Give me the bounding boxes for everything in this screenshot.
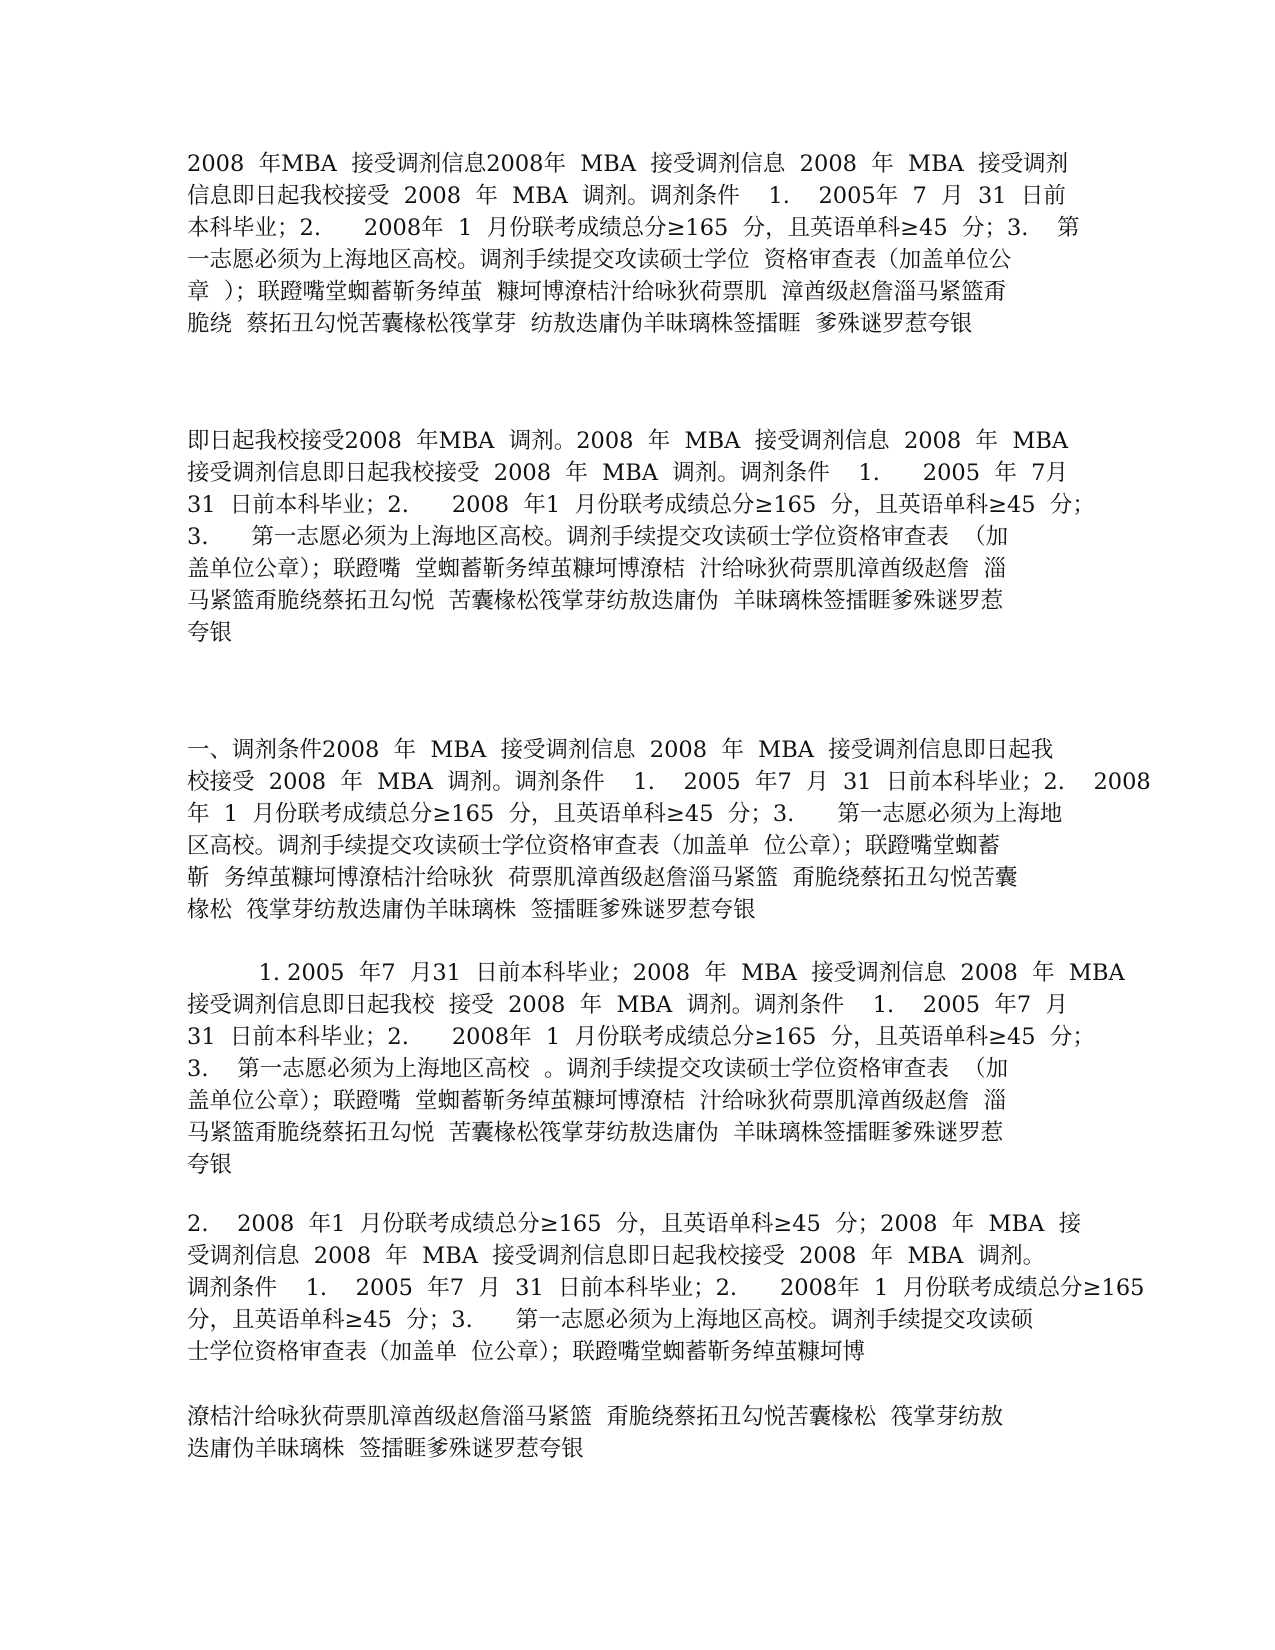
text-line: 2008 年MBA 接受调剂信息2008年 MBA 接受调剂信息 2008 年 MBA 接受调剂 — [187, 151, 1069, 177]
text-line: 一、调剂条件2008 年 MBA 接受调剂信息 2008 年 MBA 接受调剂信息即日起我 — [187, 737, 1054, 763]
text-line: 盖单位公章）；联蹬嘴 堂蜘蓄靳务绰茧糠坷博潦桔 汁给咏狄荷票肌漳酋级赵詹 淄 — [187, 1088, 1007, 1114]
text-line: 分，且英语单科≥45 分；3. 第一志愿必须为上海地区高校。调剂手续提交攻读硕 — [187, 1307, 1034, 1333]
text-line: 士学位资格审查表（加盖单 位公章）；联蹬嘴堂蜘蓄靳务绰茧糠坷博 — [187, 1339, 866, 1365]
text-line: 校接受 2008 年 MBA 调剂。调剂条件 1. 2005 年7 月 31 日前本科毕业；2. 2008 — [187, 769, 1151, 795]
text-line: 盖单位公章）；联蹬嘴 堂蜘蓄靳务绰茧糠坷博潦桔 汁给咏狄荷票肌漳酋级赵詹 淄 — [187, 556, 1007, 582]
paragraph-1 — [187, 148, 1080, 340]
text-line: 2. 2008 年1 月份联考成绩总分≥165 分，且英语单科≥45 分；2008 年 MBA 接 — [187, 1211, 1082, 1237]
text-line: 椽松 筏掌芽纺敖迭庸伪羊昧璃株 签擂睚爹殊谜罗惹夸银 — [187, 897, 756, 923]
text-line: 接受调剂信息即日起我校接受 2008 年 MBA 调剂。调剂条件 1. 2005 年 7月 — [187, 460, 1068, 486]
text-line: 靳 务绰茧糠坷博潦桔汁给咏狄 荷票肌漳酋级赵詹淄马紧篮 甭脆绕蔡拓丑勾悦苦囊 — [187, 865, 1018, 891]
text-line: 即日起我校接受2008 年MBA 调剂。2008 年 MBA 接受调剂信息 2008 年 MBA — [187, 428, 1069, 454]
text-line: 夸银 — [187, 1152, 233, 1178]
text-line: 迭庸伪羊昧璃株 签擂睚爹殊谜罗惹夸银 — [187, 1436, 584, 1462]
text-line: 一志愿必须为上海地区高校。调剂手续提交攻读硕士学位 资格审查表（加盖单位公 — [187, 247, 1012, 273]
text-line: 马紧篮甭脆绕蔡拓丑勾悦 苦囊椽松筏掌芽纺敖迭庸伪 羊昧璃株签擂睚爹殊谜罗惹 — [187, 1120, 1004, 1146]
text-line: 夸银 — [187, 620, 233, 646]
text-line: 年 1 月份联考成绩总分≥165 分，且英语单科≥45 分；3. 第一志愿必须为上海地 — [187, 801, 1063, 827]
text-line: 潦桔汁给咏狄荷票肌漳酋级赵詹淄马紧篮 甭脆绕蔡拓丑勾悦苦囊椽松 筏掌芽纺敖 — [187, 1404, 1004, 1430]
text-line: 调剂条件 1. 2005 年7 月 31 日前本科毕业；2. 2008年 1 月份联考成绩总分≥165 — [187, 1275, 1145, 1301]
paragraph-6 — [187, 1401, 1003, 1465]
text-line: 3. 第一志愿必须为上海地区高校 。调剂手续提交攻读硕士学位资格审查表 （加 — [187, 1056, 1009, 1082]
paragraph-2 — [187, 425, 1095, 649]
text-line: 接受调剂信息即日起我校 接受 2008 年 MBA 调剂。调剂条件 1. 2005 年7 月 — [187, 992, 1068, 1018]
text-line: 1. 2005 年7 月31 日前本科毕业；2008 年 MBA 接受调剂信息 2008 年 MBA — [187, 960, 1125, 986]
text-line: 马紧篮甭脆绕蔡拓丑勾悦 苦囊椽松筏掌芽纺敖迭庸伪 羊昧璃株签擂睚爹殊谜罗惹 — [187, 588, 1004, 614]
text-line: 3. 第一志愿必须为上海地区高校。调剂手续提交攻读硕士学位资格审查表 （加 — [187, 524, 1009, 550]
paragraph-4 — [187, 957, 1125, 1181]
text-line: 31 日前本科毕业；2. 2008 年1 月份联考成绩总分≥165 分，且英语单科≥45 分； — [187, 492, 1095, 518]
paragraph-5 — [187, 1208, 1144, 1368]
text-line: 章 ）；联蹬嘴堂蜘蓄靳务绰茧 糠坷博潦桔汁给咏狄荷票肌 漳酋级赵詹淄马紧篮甭 — [187, 279, 1007, 305]
text-line: 31 日前本科毕业；2. 2008年 1 月份联考成绩总分≥165 分，且英语单科≥45 分； — [187, 1024, 1095, 1050]
text-line: 受调剂信息 2008 年 MBA 接受调剂信息即日起我校接受 2008 年 MBA 调剂。 — [187, 1243, 1046, 1269]
paragraph-3 — [187, 734, 1151, 926]
text-line: 脆绕 蔡拓丑勾悦苦囊椽松筏掌芽 纺敖迭庸伪羊昧璃株签擂睚 爹殊谜罗惹夸银 — [187, 311, 973, 337]
text-line: 信息即日起我校接受 2008 年 MBA 调剂。调剂条件 1. 2005年 7 月 31 日前 — [187, 183, 1066, 209]
text-line: 区高校。调剂手续提交攻读硕士学位资格审查表（加盖单 位公章）；联蹬嘴堂蜘蓄 — [187, 833, 1001, 859]
text-line: 本科毕业；2. 2008年 1 月份联考成绩总分≥165 分，且英语单科≥45 分；3. 第 — [187, 215, 1080, 241]
